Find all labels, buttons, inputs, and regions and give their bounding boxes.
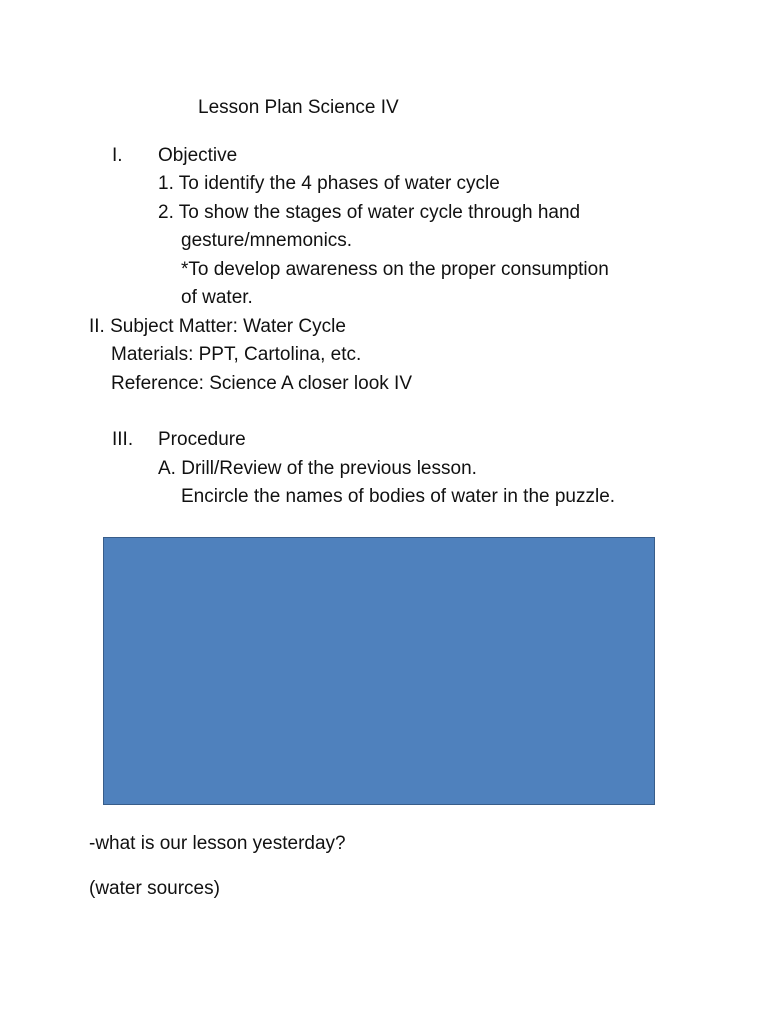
objective-item-1: 1. To identify the 4 phases of water cycle: [158, 173, 500, 194]
objective-item-2-cont: gesture/mnemonics.: [181, 230, 353, 251]
objective-heading: Objective: [158, 145, 238, 166]
puzzle-box: [103, 537, 655, 805]
procedure-numeral: III.: [112, 429, 134, 450]
document-title: Lesson Plan Science IV: [198, 97, 399, 118]
objective-numeral: I.: [112, 145, 123, 166]
review-answer: (water sources): [89, 878, 220, 899]
procedure-drill: A. Drill/Review of the previous lesson.: [158, 458, 477, 479]
objective-item-2: 2. To show the stages of water cycle through hand: [158, 202, 581, 223]
objective-note: *To develop awareness on the proper consumption: [181, 259, 609, 280]
subject-matter: II. Subject Matter: Water Cycle: [89, 316, 346, 337]
review-question: -what is our lesson yesterday?: [89, 833, 346, 854]
objective-note-cont: of water.: [181, 287, 253, 308]
procedure-heading: Procedure: [158, 429, 246, 450]
reference: Reference: Science A closer look IV: [111, 373, 412, 394]
procedure-instruction: Encircle the names of bodies of water in the puzzle.: [181, 486, 616, 507]
materials: Materials: PPT, Cartolina, etc.: [111, 344, 362, 365]
